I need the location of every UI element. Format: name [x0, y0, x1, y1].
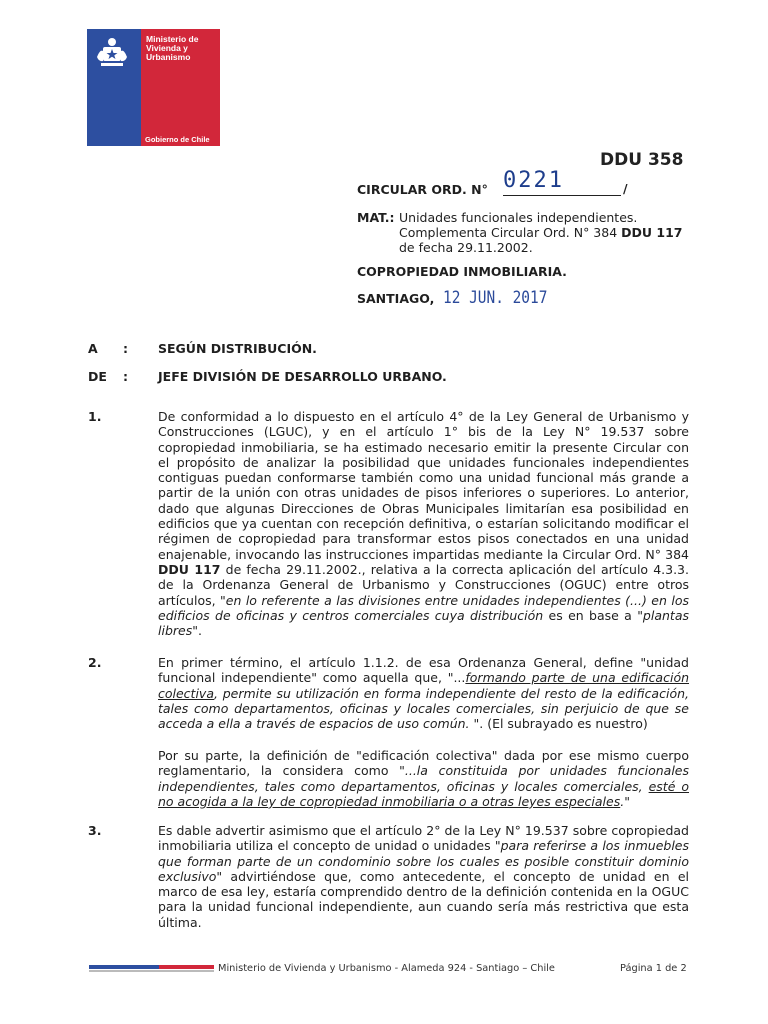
logo-gobierno: Gobierno de Chile: [145, 135, 210, 144]
section-3-paragraph: Es dable advertir asimismo que el artículo 2° de la Ley N° 19.537 sobre copropiedad inmobiliaria utiliza el concepto de unidad o unidades "para referirse a los inmuebles que forman parte de un condominio sobre los cuales es posible constituir dominio exclusivo" advirtiéndose que, como antecedente, el concepto de unidad en el marco de esa ley, estaría comprendido dentro de la definición contenida en la OGUC para la unidad funcional independiente, aun cuando sería más restrictiva que esta última.: [158, 823, 689, 930]
logo-line-3: Urbanismo: [146, 52, 191, 62]
footer-blue-bar: [89, 965, 159, 969]
section-1-number: 1.: [88, 409, 102, 424]
section-2b-paragraph: Por su parte, la definición de "edificación colectiva" dada por ese mismo cuerpo reglamentario, la considera como "...la constituida por unidades funcionales independientes, tales como departamentos, oficinas y locales comerciales, esté o no acogida a la ley de copropiedad inmobiliaria o a otras leyes especiales.": [158, 748, 689, 809]
section-3-number: 3.: [88, 823, 102, 838]
logo-ministry-name: [146, 35, 198, 62]
date-stamp: 12 JUN. 2017: [443, 288, 548, 308]
circular-slash: /: [623, 181, 628, 196]
subject-copropiedad: COPROPIEDAD INMOBILIARIA.: [357, 264, 567, 279]
ddu-number: DDU 358: [600, 150, 684, 170]
logo-line-1: Ministerio de: [146, 34, 199, 44]
footer-gray-bar: [89, 970, 214, 972]
circular-number-stamp: 0221: [503, 168, 564, 193]
santiago-label: SANTIAGO,: [357, 291, 435, 306]
addressee-a-label: A: [88, 341, 98, 356]
section-1-paragraph: De conformidad a lo dispuesto en el artículo 4° de la Ley General de Urbanismo y Construcciones (LGUC), y en el artículo 1° bis de la Ley N° 19.537 sobre copropiedad inmobiliaria, se ha estimado necesario emitir la presente Circular con el propósito de analizar la posibilidad que unidades funcionales independientes contiguas puedan conformarse también como una unidad funcional más grande a partir de la unión con otras unidades de pisos inferiores o superiores. Lo anterior, dado que algunas Direcciones de Obras Municipales limitarían esa posibilidad en edificios que ya cuentan con recepción definitiva, o estarían solicitando modificar el régimen de copropiedad para transformar estos pisos conectados en una unidad enajenable, invocando las instrucciones impartidas mediante la Circular Ord. N° 384 DDU 117 de fecha 29.11.2002., relativa a la correcta aplicación del artículo 4.3.3. de la Ordenanza General de Urbanismo y Construcciones (OGUC) entre otros artículos, "en lo referente a las divisiones entre unidades independientes (...) en los edificios de oficinas y centros comerciales cuya distribución es en base a "plantas libres".: [158, 409, 690, 639]
footer-page-number: Página 1 de 2: [620, 963, 687, 974]
addressee-a-value: SEGÚN DISTRIBUCIÓN.: [158, 341, 317, 356]
chile-coat-of-arms-icon: [93, 35, 131, 69]
footer-address: Ministerio de Vivienda y Urbanismo - Alameda 924 - Santiago – Chile: [218, 963, 555, 974]
addressee-de-label: DE: [88, 369, 107, 384]
logo-line-2: Vivienda y: [146, 43, 188, 53]
addressee-a-colon: :: [123, 341, 128, 356]
circular-underline: [503, 195, 621, 196]
mat-label: MAT.:: [357, 210, 395, 225]
mat-text: Unidades funcionales independientes. Complementa Circular Ord. N° 384 DDU 117 de fecha 29.11.2002.: [399, 210, 683, 255]
circular-label: CIRCULAR ORD. N°: [357, 182, 488, 197]
footer-red-bar: [159, 965, 214, 969]
ministry-logo: [87, 29, 220, 146]
section-2-paragraph: En primer término, el artículo 1.1.2. de esa Ordenanza General, define "unidad funcional independiente" como aquella que, "...formando parte de una edificación colectiva, permite su utilización en forma independiente del resto de la edificación, tales como departamentos, oficinas y locales comerciales, sin perjuicio de que se acceda a ella a través de espacios de uso común. ". (El subrayado es nuestro): [158, 655, 690, 732]
section-2-number: 2.: [88, 655, 102, 670]
addressee-de-value: JEFE DIVISIÓN DE DESARROLLO URBANO.: [158, 369, 447, 384]
addressee-de-colon: :: [123, 369, 128, 384]
